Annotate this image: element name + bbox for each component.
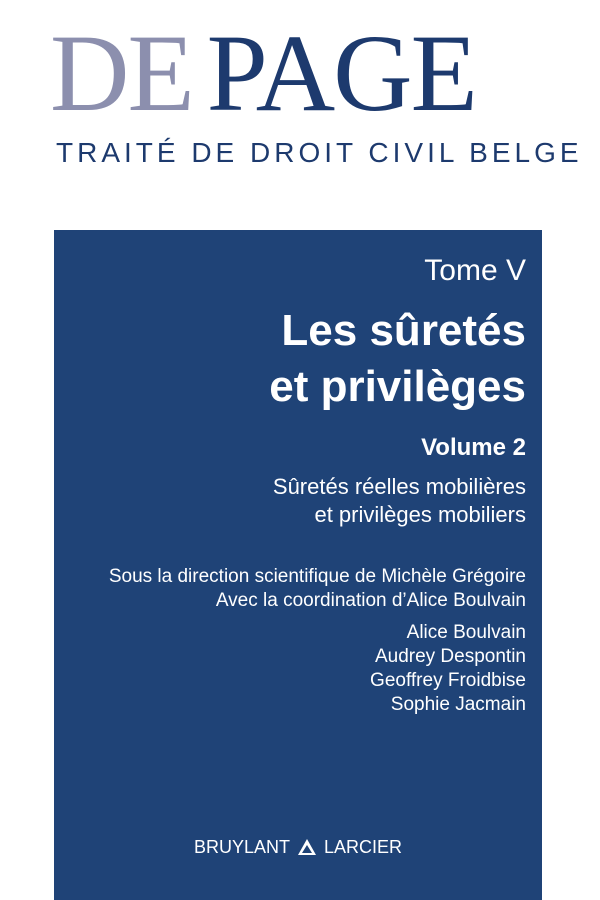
- author-name: Audrey Despontin: [374, 646, 526, 667]
- author-name: Alice Boulvain: [406, 622, 526, 643]
- author-name: Geoffrey Froidbise: [370, 670, 526, 691]
- publisher-bruylant: BRUYLANT: [193, 837, 290, 858]
- series-subtitle: TRAITÉ DE DROIT CIVIL BELGE: [56, 137, 583, 168]
- tome-label: Tome V: [424, 254, 526, 287]
- brand-page: PAGE: [206, 12, 476, 134]
- cover-panel: [54, 230, 542, 900]
- book-title-line-2: et privilèges: [269, 362, 526, 411]
- publisher-larcier: LARCIER: [324, 837, 403, 858]
- series-brand: [50, 12, 550, 134]
- publisher-logo: [54, 836, 542, 857]
- volume-subtitle-line-2: et privilèges mobiliers: [314, 502, 526, 527]
- book-title-line-1: Les sûretés: [281, 306, 526, 355]
- brand-de: DE: [50, 12, 193, 134]
- volume-subtitle-line-1: Sûretés réelles mobilières: [272, 474, 526, 499]
- scientific-direction: Sous la direction scientifique de Michèle Grégoire: [108, 566, 526, 587]
- volume-label: Volume 2: [421, 434, 526, 461]
- author-name: Sophie Jacmain: [390, 694, 526, 715]
- coordination: Avec la coordination d’Alice Boulvain: [215, 590, 526, 611]
- triangle-logo-icon: [297, 838, 317, 856]
